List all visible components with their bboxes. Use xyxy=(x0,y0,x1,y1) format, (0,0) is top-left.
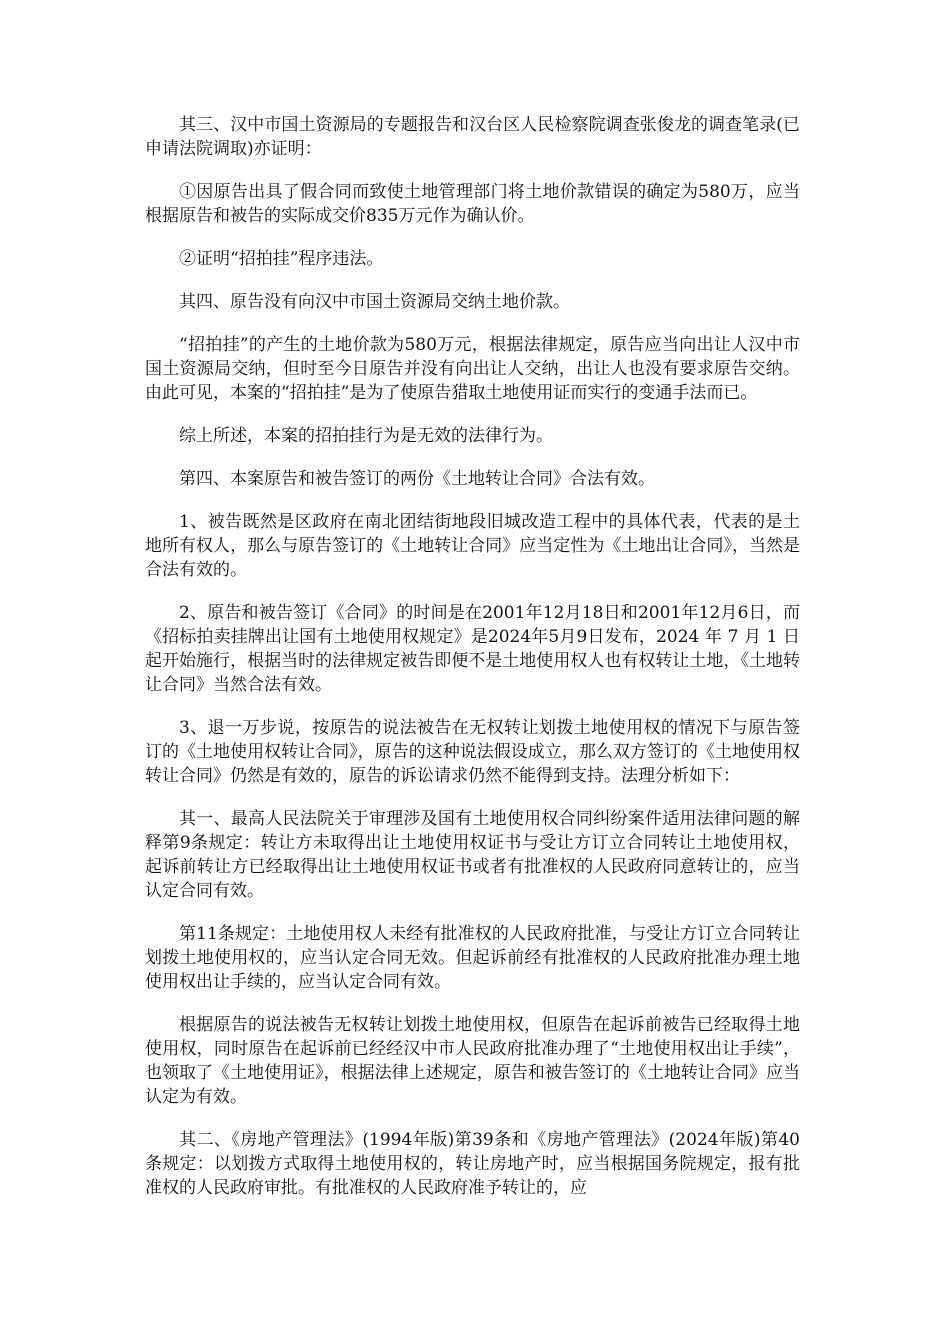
paragraph: 第四、本案原告和被告签订的两份《土地转让合同》合法有效。 xyxy=(179,469,655,489)
paragraph: 第11条规定：土地使用权人未经有批准权的人民政府批准，与受让方订立合同转让划拨土地使用权的，应当认定合同无效。但起诉前经有批准权的人民政府批准办理土地使用权出让手续的，应当认定合同有效。 xyxy=(145,924,800,992)
paragraph: 其三、汉中市国土资源局的专题报告和汉台区人民检察院调查张俊龙的调查笔录(已申请法院调取)亦证明： xyxy=(145,115,800,159)
paragraph: 2、原告和被告签订《合同》的时间是在2001年12月18日和2001年12月6日，而《招标拍卖挂牌出让国有土地使用权规定》是2024年5月9日发布，2024 年 7 月 1 日起开始施行，根据当时的法律规定被告即便不是土地使用权人也有权转让土地，《土地转让合同》当然合法有效。 xyxy=(145,603,800,695)
paragraph: 其一、最高人民法院关于审理涉及国有土地使用权合同纠纷案件适用法律问题的解释第9条规定：转让方未取得出让土地使用权证书与受让方订立合同转让土地使用权，起诉前转让方已经取得出让土地使用权证书或者有批准权的人民政府同意转让的，应当认定合同有效。 xyxy=(145,809,800,901)
paragraph: 综上所述，本案的招拍挂行为是无效的法律行为。 xyxy=(179,426,553,446)
paragraph: 3、退一万步说，按原告的说法被告在无权转让划拨土地使用权的情况下与原告签订的《土地使用权转让合同》，原告的这种说法假设成立，那么双方签订的《土地使用权转让合同》仍然是有效的，原告的诉讼请求仍然不能得到支持。法理分析如下： xyxy=(145,718,800,786)
paragraph: 根据原告的说法被告无权转让划拨土地使用权，但原告在起诉前被告已经取得土地使用权，同时原告在起诉前已经经汉中市人民政府批准办理了“土地使用权出让手续”，也领取了《土地使用证》，根据法律上述规定，原告和被告签订的《土地转让合同》应当认定为有效。 xyxy=(145,1015,800,1107)
document-body xyxy=(145,113,800,1219)
paragraph: 1、被告既然是区政府在南北团结街地段旧城改造工程中的具体代表，代表的是土地所有权人，那么与原告签订的《土地转让合同》应当定性为《土地出让合同》，当然是合法有效的。 xyxy=(145,512,800,580)
paragraph: “招拍挂”的产生的土地价款为580万元，根据法律规定，原告应当向出让人汉中市国土资源局交纳，但时至今日原告并没有向出让人交纳，出让人也没有要求原告交纳。由此可见，本案的“招拍挂”是为了使原告猎取土地使用证而实行的变通手法而已。 xyxy=(145,335,800,403)
paragraph: 其二、《房地产管理法》(1994年版)第39条和《房地产管理法》(2024年版)第40条规定：以划拨方式取得土地使用权的，转让房地产时，应当根据国务院规定，报有批准权的人民政府审批。有批准权的人民政府准予转让的，应 xyxy=(145,1130,800,1198)
paragraph: ②证明“招拍挂”程序违法。 xyxy=(179,249,384,269)
paragraph: 其四、原告没有向汉中市国土资源局交纳土地价款。 xyxy=(179,292,570,312)
paragraph: ①因原告出具了假合同而致使土地管理部门将土地价款错误的确定为580万，应当根据原告和被告的实际成交价835万元作为确认价。 xyxy=(145,182,800,226)
